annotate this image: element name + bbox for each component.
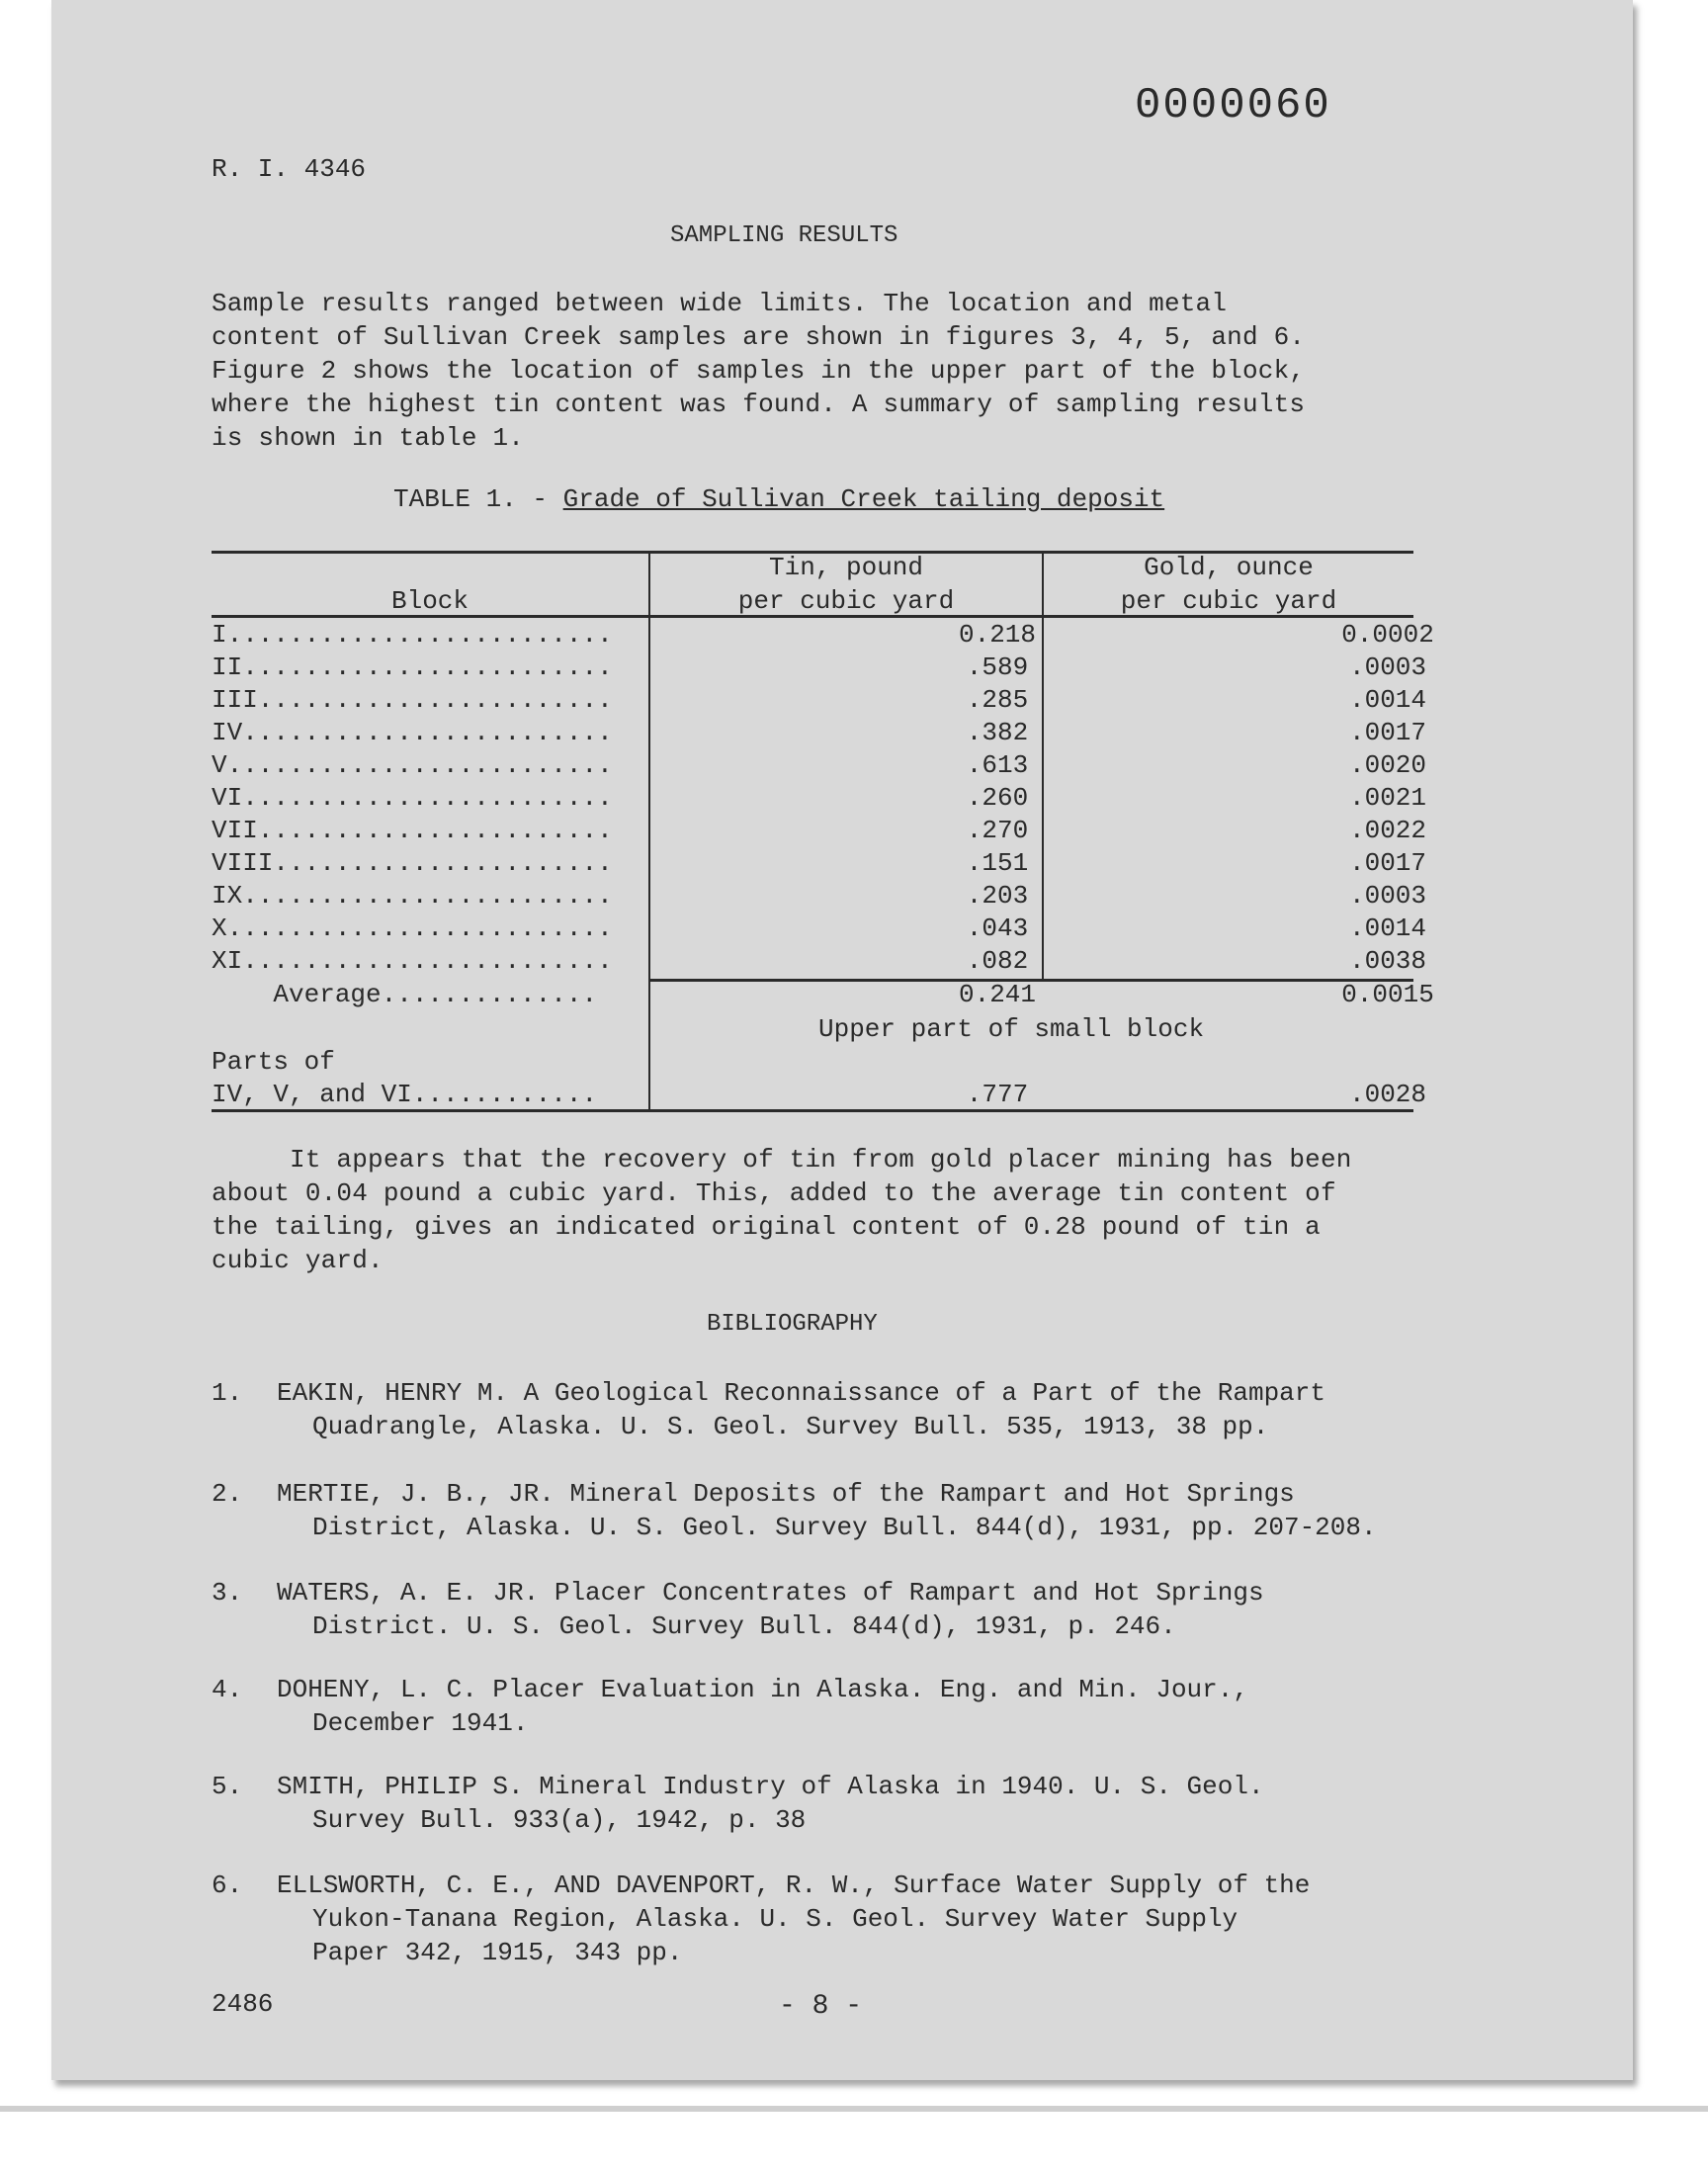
entry-line: District. U. S. Geol. Survey Bull. 844(d), 1931, p. 246. bbox=[312, 1611, 1176, 1641]
table-row-parts-label bbox=[212, 1046, 1413, 1079]
table-caption-title: Grade of Sullivan Creek tailing deposit bbox=[562, 484, 1165, 514]
paragraph-recovery bbox=[212, 1143, 1352, 1277]
cell-gold: 0.0015 bbox=[1341, 980, 1434, 1009]
header-tin bbox=[650, 551, 1042, 618]
footer-code: 2486 bbox=[212, 1989, 274, 2019]
table-caption bbox=[393, 484, 1164, 514]
cell-tin: 0.241 bbox=[958, 980, 1037, 1009]
table-row-parts bbox=[212, 1079, 1427, 1111]
report-id: R. I. 4346 bbox=[212, 154, 367, 184]
bibliography-heading: BIBLIOGRAPHY bbox=[707, 1311, 878, 1338]
cell-block: I......................... bbox=[212, 620, 613, 650]
paragraph-line: where the highest tin content was found. A summary of sampling results bbox=[212, 390, 1306, 419]
header-gold-line1: Gold, ounce bbox=[1144, 553, 1314, 582]
cell-gold: .0014 bbox=[1348, 914, 1427, 943]
table-row bbox=[212, 945, 1427, 978]
table-subheading: Upper part of small block bbox=[818, 1014, 1205, 1044]
cell-gold: .0014 bbox=[1348, 685, 1427, 715]
cell-tin: .777 bbox=[966, 1080, 1029, 1109]
table-row-average bbox=[212, 979, 1434, 1011]
table-caption-prefix: TABLE 1. - bbox=[393, 484, 563, 514]
entry-line: Quadrangle, Alaska. U. S. Geol. Survey Bull. 535, 1913, 38 pp. bbox=[312, 1412, 1269, 1441]
entry-line: Paper 342, 1915, 343 pp. bbox=[312, 1938, 683, 1967]
entry-line: DOHENY, L. C. Placer Evaluation in Alaska. Eng. and Min. Jour., bbox=[277, 1675, 1248, 1704]
table-row bbox=[212, 880, 1427, 913]
entry-line: ELLSWORTH, C. E., AND DAVENPORT, R. W., Surface Water Supply of the bbox=[277, 1870, 1311, 1900]
entry-line: December 1941. bbox=[312, 1708, 529, 1738]
table-row bbox=[212, 652, 1427, 684]
entry-line: MERTIE, J. B., JR. Mineral Deposits of the Rampart and Hot Springs bbox=[277, 1479, 1295, 1509]
cell-block: IX........................ bbox=[212, 881, 613, 911]
cell-block: Average.............. bbox=[212, 980, 598, 1009]
header-tin-line1: Tin, pound bbox=[768, 553, 924, 582]
cell-tin: .043 bbox=[966, 914, 1029, 943]
entry-number: 6. bbox=[212, 1870, 243, 1900]
cell-tin: .613 bbox=[966, 750, 1029, 780]
table-row bbox=[212, 847, 1427, 880]
cell-tin: .151 bbox=[966, 848, 1029, 878]
cell-gold: .0003 bbox=[1348, 881, 1427, 911]
cell-block: X......................... bbox=[212, 914, 613, 943]
cell-block: VI........................ bbox=[212, 783, 613, 813]
paragraph-line: Sample results ranged between wide limits. The location and metal bbox=[212, 289, 1228, 318]
cell-tin: .382 bbox=[966, 718, 1029, 747]
entry-number: 1. bbox=[212, 1378, 243, 1408]
entry-line: SMITH, PHILIP S. Mineral Industry of Alaska in 1940. U. S. Geol. bbox=[277, 1772, 1264, 1801]
entry-line: Yukon-Tanana Region, Alaska. U. S. Geol. Survey Water Supply bbox=[312, 1904, 1238, 1934]
cell-gold: .0028 bbox=[1348, 1080, 1427, 1109]
entry-line: WATERS, A. E. JR. Placer Concentrates of Rampart and Hot Springs bbox=[277, 1578, 1264, 1608]
paragraph-line: It appears that the recovery of tin from gold placer mining has been bbox=[212, 1145, 1352, 1174]
cell-gold: .0021 bbox=[1348, 783, 1427, 813]
table-row bbox=[212, 782, 1427, 815]
paragraph-line: is shown in table 1. bbox=[212, 423, 525, 453]
entry-number: 3. bbox=[212, 1578, 243, 1608]
scan-edge bbox=[0, 2106, 1708, 2112]
header-block: Block bbox=[390, 586, 469, 616]
entry-line: District, Alaska. U. S. Geol. Survey Bull. 844(d), 1931, pp. 207-208. bbox=[312, 1513, 1377, 1542]
entry-line: Survey Bull. 933(a), 1942, p. 38 bbox=[312, 1805, 807, 1835]
cell-gold: .0020 bbox=[1348, 750, 1427, 780]
document-number: 0000060 bbox=[1135, 81, 1331, 130]
cell-tin: .285 bbox=[966, 685, 1029, 715]
paragraph-line: the tailing, gives an indicated original content of 0.28 pound of tin a bbox=[212, 1212, 1321, 1242]
section-heading: SAMPLING RESULTS bbox=[670, 222, 898, 249]
table-row bbox=[212, 684, 1427, 717]
cell-tin: .270 bbox=[966, 816, 1029, 845]
cell-tin: .203 bbox=[966, 881, 1029, 911]
table-row bbox=[212, 815, 1427, 847]
entry-number: 2. bbox=[212, 1479, 243, 1509]
header-gold bbox=[1044, 551, 1413, 618]
header-gold-line2: per cubic yard bbox=[1120, 586, 1337, 616]
cell-block: IV, V, and VI............ bbox=[212, 1080, 598, 1109]
cell-gold: .0017 bbox=[1348, 718, 1427, 747]
cell-gold: .0022 bbox=[1348, 816, 1427, 845]
cell-block: IV........................ bbox=[212, 718, 613, 747]
table-row bbox=[212, 619, 1434, 652]
cell-block: VII....................... bbox=[212, 816, 613, 845]
paragraph-sampling bbox=[212, 287, 1398, 455]
cell-tin: .260 bbox=[966, 783, 1029, 813]
cell-gold: .0038 bbox=[1348, 946, 1427, 976]
cell-block: V......................... bbox=[212, 750, 613, 780]
paragraph-line: cubic yard. bbox=[212, 1246, 384, 1275]
header-tin-line2: per cubic yard bbox=[737, 586, 955, 616]
cell-block: VIII...................... bbox=[212, 848, 613, 878]
entry-line: EAKIN, HENRY M. A Geological Reconnaissance of a Part of the Rampart bbox=[277, 1378, 1325, 1408]
cell-gold: 0.0002 bbox=[1341, 620, 1434, 650]
cell-block: III....................... bbox=[212, 685, 613, 715]
cell-gold: .0003 bbox=[1348, 652, 1427, 682]
entry-number: 5. bbox=[212, 1772, 243, 1801]
cell-tin: 0.218 bbox=[958, 620, 1037, 650]
paragraph-line: Figure 2 shows the location of samples in the upper part of the block, bbox=[212, 356, 1306, 386]
table-row bbox=[212, 913, 1427, 945]
cell-tin: .589 bbox=[966, 652, 1029, 682]
cell-gold: .0017 bbox=[1348, 848, 1427, 878]
cell-tin: .082 bbox=[966, 946, 1029, 976]
table-row bbox=[212, 749, 1427, 782]
entry-number: 4. bbox=[212, 1675, 243, 1704]
page-number: - 8 - bbox=[779, 1991, 863, 2022]
cell-block: Parts of bbox=[212, 1047, 335, 1077]
cell-block: XI........................ bbox=[212, 946, 613, 976]
paragraph-line: about 0.04 pound a cubic yard. This, added to the average tin content of bbox=[212, 1178, 1336, 1208]
paragraph-line: content of Sullivan Creek samples are shown in figures 3, 4, 5, and 6. bbox=[212, 322, 1306, 352]
table-row bbox=[212, 717, 1427, 749]
cell-block: II........................ bbox=[212, 652, 613, 682]
